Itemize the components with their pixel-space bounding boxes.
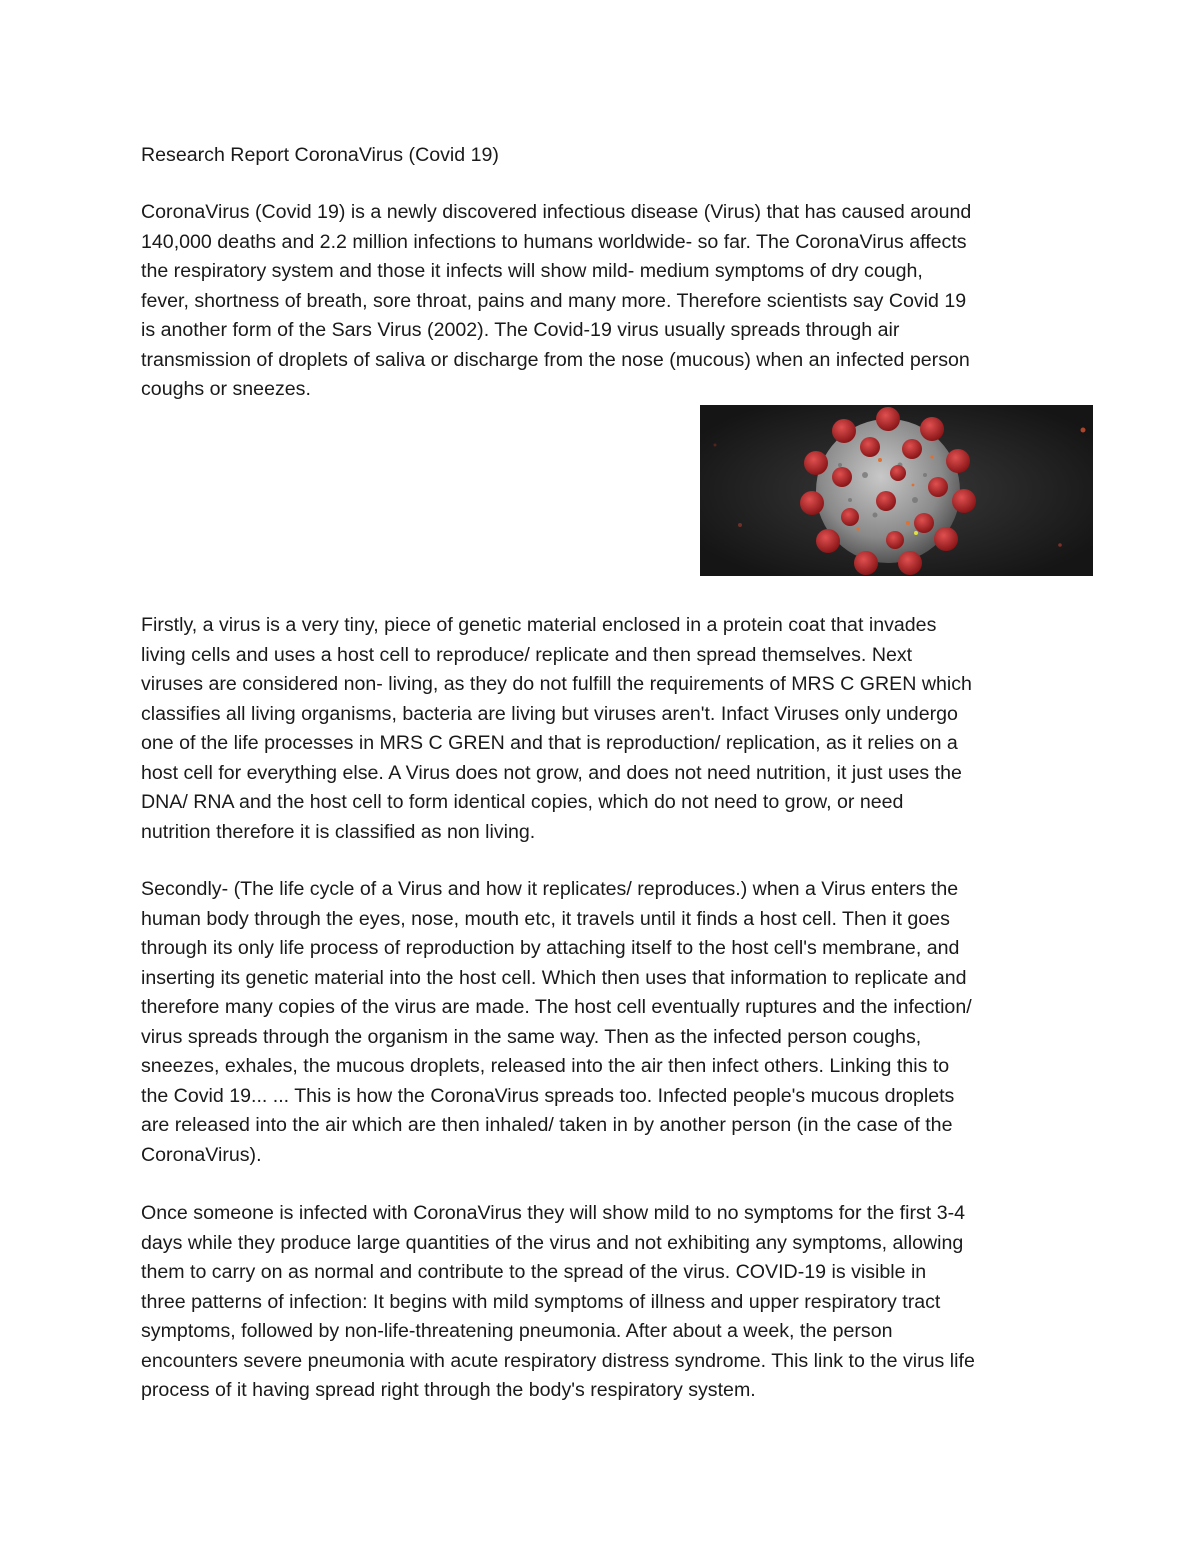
paragraph-line: CoronaVirus). — [141, 1143, 262, 1166]
paragraph-line: coughs or sneezes. — [141, 378, 311, 400]
coronavirus-illustration — [700, 405, 1093, 576]
paragraph-line: is another form of the Sars Virus (2002). The Covid-19 virus usually spreads through air — [141, 319, 900, 341]
paragraph-line: fever, shortness of breath, sore throat, pains and many more. Therefore scientists say Covid 19 — [141, 289, 967, 312]
paragraph-line: Once someone is infected with CoronaVirus they will show mild to no symptoms for the first 3-4 — [141, 1202, 966, 1224]
paragraph-line: sneezes, exhales, the mucous droplets, released into the air then infect others. Linking this to — [141, 1055, 950, 1077]
paragraph-line: transmission of droplets of saliva or discharge from the nose (mucous) when an infected person — [141, 348, 970, 371]
title-text: Research Report CoronaVirus (Covid 19) — [141, 144, 499, 166]
paragraph-line: them to carry on as normal and contribute to the spread of the virus. COVID-19 is visible in — [141, 1261, 927, 1283]
paragraph-line: human body through the eyes, nose, mouth etc, it travels until it finds a host cell. Then it goes — [141, 907, 950, 930]
paragraph-virus-definition — [141, 611, 1066, 847]
paragraph-line: one of the life processes in MRS C GREN and that is reproduction/ replication, as it relies on a — [141, 732, 958, 754]
coronavirus-image — [700, 405, 1093, 576]
paragraph-line: nutrition therefore it is classified as non living. — [141, 820, 536, 843]
document-title — [141, 141, 1066, 171]
paragraph-life-cycle — [141, 875, 1066, 1170]
paragraph-line: host cell for everything else. A Virus does not grow, and does not need nutrition, it just uses the — [141, 761, 962, 784]
paragraph-line: symptoms, followed by non-life-threatening pneumonia. After about a week, the person — [141, 1320, 893, 1342]
paragraph-line: living cells and uses a host cell to reproduce/ replicate and then spread themselves. Next — [141, 643, 913, 666]
paragraph-line: through its only life process of reproduction by attaching itself to the host cell's membrane, and — [141, 937, 960, 959]
paragraph-line: Firstly, a virus is a very tiny, piece of genetic material enclosed in a protein coat that invades — [141, 614, 937, 636]
paragraph-intro — [141, 198, 1066, 405]
paragraph-line: encounters severe pneumonia with acute respiratory distress syndrome. This link to the virus life — [141, 1349, 975, 1372]
paragraph-line: DNA/ RNA and the host cell to form identical copies, which do not need to grow, or need — [141, 791, 904, 813]
paragraph-line: CoronaVirus (Covid 19) is a newly discovered infectious disease (Virus) that has caused around — [141, 201, 972, 223]
paragraph-line: Secondly- (The life cycle of a Virus and how it replicates/ reproduces.) when a Virus enters the — [141, 878, 959, 900]
paragraph-line: therefore many copies of the virus are made. The host cell eventually ruptures and the infection/ — [141, 996, 972, 1018]
paragraph-line: three patterns of infection: It begins with mild symptoms of illness and upper respiratory tract — [141, 1290, 941, 1313]
paragraph-line: classifies all living organisms, bacteria are living but viruses aren't. Infact Viruses only undergo — [141, 702, 958, 725]
paragraph-line: are released into the air which are then inhaled/ taken in by another person (in the case of the — [141, 1114, 953, 1136]
paragraph-line: inserting its genetic material into the host cell. Which then uses that information to replicate and — [141, 966, 967, 989]
paragraph-line: viruses are considered non- living, as they do not fulfill the requirements of MRS C GREN which — [141, 673, 972, 695]
paragraph-symptoms — [141, 1199, 1066, 1406]
paragraph-line: 140,000 deaths and 2.2 million infections to humans worldwide- so far. The CoronaVirus affects — [141, 230, 967, 253]
paragraph-line: virus spreads through the organism in the same way. Then as the infected person coughs, — [141, 1025, 922, 1048]
paragraph-line: the respiratory system and those it infects will show mild- medium symptoms of dry cough, — [141, 260, 923, 282]
paragraph-line: days while they produce large quantities of the virus and not exhibiting any symptoms, allowing — [141, 1231, 964, 1254]
paragraph-line: process of it having spread right through the body's respiratory system. — [141, 1379, 756, 1401]
paragraph-line: the Covid 19... ... This is how the CoronaVirus spreads too. Infected people's mucous droplets — [141, 1084, 955, 1107]
